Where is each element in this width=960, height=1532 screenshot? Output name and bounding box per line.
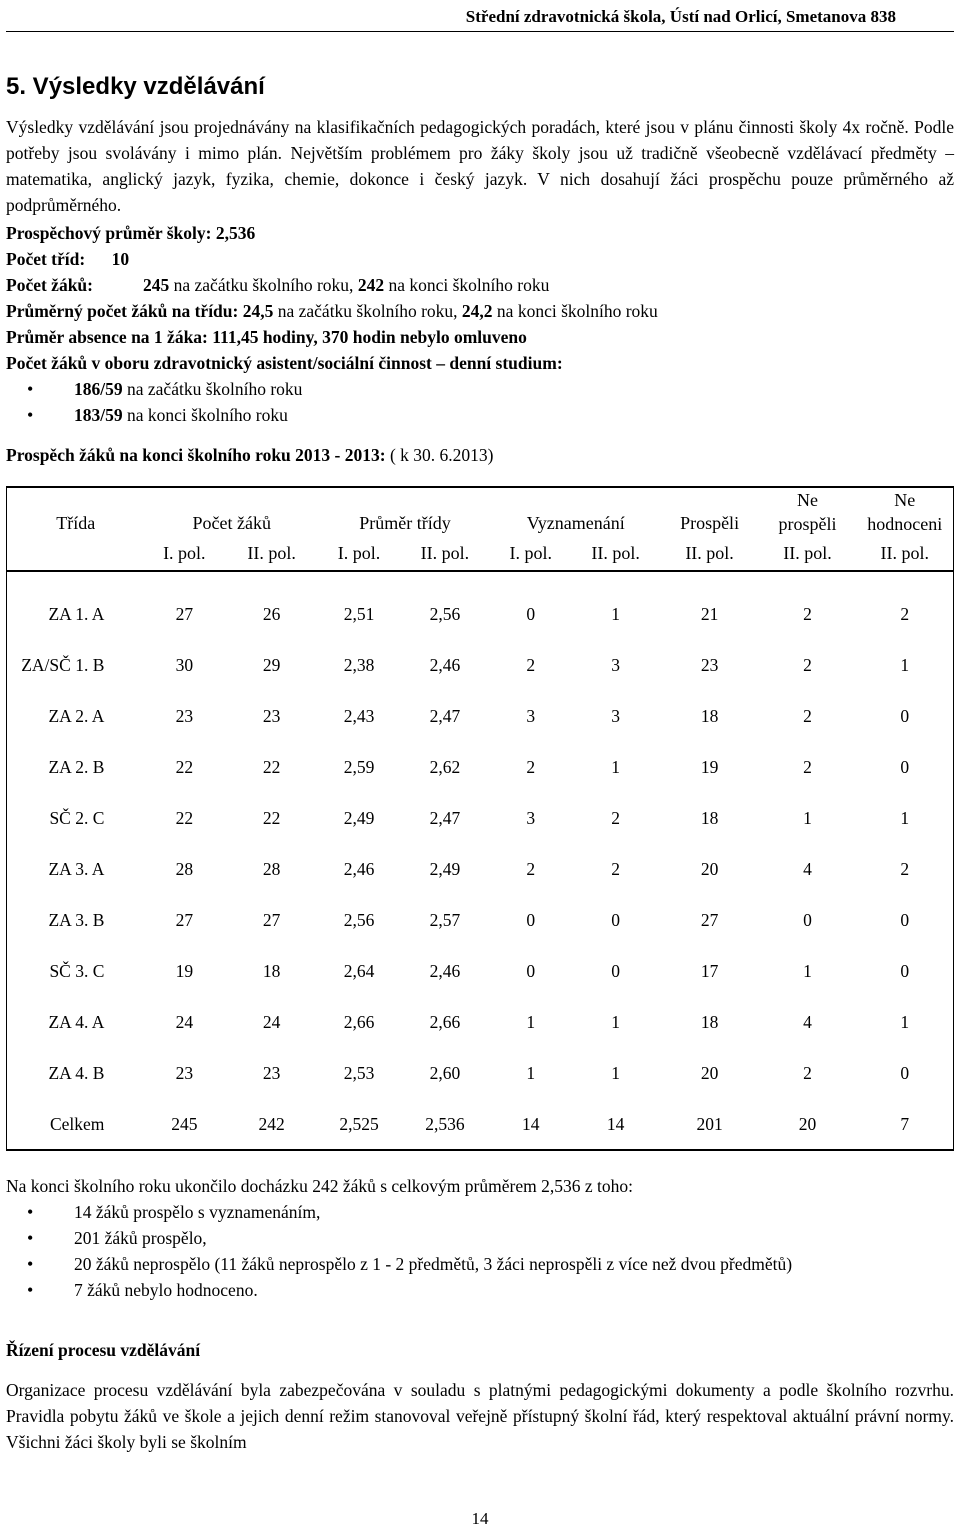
- absence-line: Průměr absence na 1 žáka: 111,45 hodiny, 370 hodin nebylo omluveno: [6, 327, 527, 347]
- table-cell: 2,47: [429, 705, 461, 726]
- page-header: Střední zdravotnická škola, Ústí nad Orlicí, Smetanova 838: [465, 7, 896, 26]
- table-cell: 4: [803, 1011, 812, 1032]
- table-cell: 21: [700, 603, 719, 624]
- header-cell: [856, 487, 953, 536]
- table-cell: 24: [262, 1011, 281, 1032]
- table-cell: 2,536: [425, 1113, 465, 1134]
- table-cell: 23: [175, 705, 194, 726]
- table-cell: 2: [900, 603, 910, 624]
- table-cell: 18: [700, 705, 719, 726]
- class-cell: SČ 2. C: [49, 807, 105, 828]
- table-cell: 3: [526, 807, 536, 828]
- table-cell: 2,57: [429, 909, 461, 930]
- table-cell: 2: [803, 1062, 812, 1083]
- table-cell: 2,46: [343, 858, 375, 879]
- avg-per-class-start-text: na začátku školního roku,: [273, 301, 462, 321]
- table-cell: 2,46: [429, 960, 461, 981]
- results-table: [6, 486, 954, 1151]
- list-item: [74, 376, 954, 402]
- student-count-start-text: na začátku školního roku,: [169, 275, 358, 295]
- table-cell: 2,53: [343, 1062, 375, 1083]
- table-cell: 2: [900, 858, 910, 879]
- table-cell: 2,38: [343, 654, 375, 675]
- table-cell: 2,49: [429, 858, 461, 879]
- table-cell: 2,62: [429, 756, 461, 777]
- school-average: Prospěchový průměr školy: 2,536: [6, 223, 256, 243]
- table-cell: 201: [696, 1113, 723, 1134]
- student-count-label: Počet žáků:: [6, 275, 93, 295]
- management-paragraph: Organizace procesu vzdělávání byla zabezpečována v souladu s platnými pedagogickými dokumenty a podle školního rozvrhu. Pravidla pobytu žáků ve škole a jejich denní režim stanovoval veřejně přístupný školní řád, který respektoval aktuální právní normy. Všichni žáci školy byli se školním: [6, 1380, 954, 1452]
- class-cell: ZA 4. A: [48, 1011, 105, 1032]
- table-cell: 2,46: [429, 654, 461, 675]
- table-row: [7, 690, 954, 741]
- table-cell: 1: [526, 1062, 536, 1083]
- table-cell: 2: [803, 603, 812, 624]
- table-cell: 18: [700, 1011, 719, 1032]
- subheader-cell: I. pol.: [491, 536, 571, 571]
- table-cell: 20: [700, 1062, 719, 1083]
- table-cell: 22: [175, 756, 194, 777]
- table-cell: 2,60: [429, 1062, 461, 1083]
- table-cell: 29: [262, 654, 281, 675]
- management-title: Řízení procesu vzdělávání: [6, 1340, 201, 1360]
- table-cell: 1: [900, 807, 910, 828]
- class-count-label: Počet tříd:: [6, 249, 86, 269]
- table-cell: 2: [526, 858, 536, 879]
- table-cell: 7: [900, 1113, 910, 1134]
- table-total-row: [7, 1098, 954, 1150]
- table-cell: 27: [262, 909, 281, 930]
- table-cell: 1: [803, 807, 812, 828]
- table-cell: 27: [700, 909, 719, 930]
- list-item: • 201 žáků prospělo,: [74, 1225, 954, 1251]
- subheader-cell: II. pol.: [759, 536, 857, 571]
- table-cell: 2,56: [343, 909, 375, 930]
- table-cell: 23: [175, 1062, 194, 1083]
- class-cell: ZA 2. A: [48, 705, 105, 726]
- student-count-end-text: na konci školního roku: [384, 275, 550, 295]
- table-header-row: [7, 487, 954, 536]
- table-cell: 242: [258, 1113, 285, 1134]
- subheader-cell: II. pol.: [224, 536, 319, 571]
- table-cell: 22: [262, 807, 281, 828]
- table-cell: 0: [900, 705, 910, 726]
- table-cell: 28: [175, 858, 194, 879]
- table-cell: 2: [803, 756, 812, 777]
- table-cell: 2,56: [429, 603, 461, 624]
- table-cell: 2,47: [429, 807, 461, 828]
- table-cell: 2,64: [343, 960, 375, 981]
- table-cell: 0: [900, 909, 910, 930]
- table-cell: 0: [526, 909, 536, 930]
- table-cell: 2,525: [339, 1113, 379, 1134]
- table-row: [7, 843, 954, 894]
- table-row: [7, 1047, 954, 1098]
- subheader-cell: II. pol.: [661, 536, 759, 571]
- subheader-cell: [7, 536, 145, 571]
- subheader-cell: I. pol.: [319, 536, 399, 571]
- table-cell: 2,66: [429, 1011, 461, 1032]
- table-cell: 27: [175, 909, 194, 930]
- avg-per-class-end: 24,2: [461, 301, 493, 321]
- field-count-label: Počet žáků v oboru zdravotnický asistent/sociální činnost – denní studium:: [6, 353, 563, 373]
- avg-per-class-label: Průměrný počet žáků na třídu: 24,5: [6, 301, 274, 321]
- avg-per-class-end-text: na konci školního roku: [492, 301, 658, 321]
- section-title: 5. Výsledky vzdělávání: [6, 73, 265, 100]
- header-cell: Vyznamenání: [526, 513, 625, 533]
- table-row: [7, 996, 954, 1047]
- table-cell: 24: [175, 1011, 194, 1032]
- table-cell: 2,51: [343, 603, 375, 624]
- table-cell: 1: [611, 603, 621, 624]
- header-cell: Prospěli: [680, 513, 740, 533]
- table-cell: 22: [175, 807, 194, 828]
- table-cell: 20: [700, 858, 719, 879]
- table-cell: 0: [900, 960, 910, 981]
- table-cell: 19: [700, 756, 719, 777]
- table-cell: 2: [611, 858, 621, 879]
- table-row: [7, 894, 954, 945]
- header-cell-text: Ne hodnoceni: [867, 490, 943, 534]
- table-cell: 0: [900, 1062, 910, 1083]
- table-row: [7, 639, 954, 690]
- table-cell: 27: [175, 603, 194, 624]
- table-cell: 28: [262, 858, 281, 879]
- list-item: • 20 žáků neprospělo (11 žáků neprospělo z 1 - 2 předmětů, 3 žáci neprospěli z více než dvou předmětů): [74, 1251, 954, 1277]
- subheader-cell: II. pol.: [571, 536, 661, 571]
- table-row: [7, 741, 954, 792]
- subheader-cell: II. pol.: [399, 536, 491, 571]
- table-cell: 2,43: [343, 705, 375, 726]
- header-cell: Třída: [56, 513, 96, 533]
- class-cell: ZA 1. A: [48, 603, 105, 624]
- header-cell-text: Ne prospěli: [778, 490, 837, 534]
- header-divider: [6, 31, 954, 32]
- page-number: 14: [471, 1509, 489, 1528]
- table-cell: 0: [526, 960, 536, 981]
- table-row: [7, 945, 954, 996]
- list-item: • 14 žáků prospělo s vyznamenáním,: [74, 1199, 954, 1225]
- intro-paragraph: Výsledky vzdělávání jsou projednávány na klasifikačních pedagogických poradách, které jsou v plánu činnosti školy 4x ročně. Podle potřeby jsou svolávány i mimo plán. Největším problémem pro žáky školy jsou už tradičně všeobecně vzdělávací předměty – matematika, anglický jazyk, fyzika, chemie, dokonce i český jazyk. V nich dosahují žáci prospěchu pouze průměrného až podprůměrného.: [6, 117, 954, 215]
- table-cell: 23: [262, 1062, 281, 1083]
- document-page: [6, 0, 954, 1455]
- class-count-line: [6, 246, 954, 272]
- table-cell: 30: [175, 654, 194, 675]
- list-item: [74, 402, 954, 428]
- summary-list: [6, 1199, 954, 1303]
- subheader-cell: I. pol.: [144, 536, 224, 571]
- header-cell: [759, 487, 857, 536]
- table-cell: 245: [171, 1113, 198, 1134]
- class-cell: ZA 3. B: [48, 909, 105, 930]
- table-cell: 1: [803, 960, 812, 981]
- summary-block: [6, 1173, 954, 1303]
- table-subheader-row: [7, 536, 954, 571]
- field-count-list: [6, 376, 954, 428]
- table-cell: 1: [526, 1011, 536, 1032]
- table-row: [7, 588, 954, 639]
- list-item: • 7 žáků nebylo hodnoceno.: [74, 1277, 954, 1303]
- table-caption-bold: Prospěch žáků na konci školního roku 2013 - 2013:: [6, 445, 386, 465]
- table-cell: 2,66: [343, 1011, 375, 1032]
- table-cell: 2: [526, 654, 536, 675]
- table-cell: 1: [900, 1011, 910, 1032]
- table-cell: 0: [900, 756, 910, 777]
- table-cell: 22: [262, 756, 281, 777]
- table-cell: 14: [606, 1113, 625, 1134]
- class-cell: ZA 4. B: [48, 1062, 105, 1083]
- table-cell: 0: [611, 960, 621, 981]
- table-cell: 2: [803, 654, 812, 675]
- table-cell: 3: [526, 705, 536, 726]
- class-count-value: 10: [111, 249, 130, 269]
- table-cell: 0: [526, 603, 536, 624]
- table-cell: 19: [175, 960, 194, 981]
- summary-intro: Na konci školního roku ukončilo docházku 242 žáků s celkovým průměrem 2,536 z toho:: [6, 1176, 633, 1196]
- header-cell: Počet žáků: [192, 513, 271, 533]
- subheader-cell: II. pol.: [856, 536, 953, 571]
- table-cell: 0: [803, 909, 812, 930]
- table-cell: 26: [262, 603, 281, 624]
- table-cell: 3: [611, 654, 621, 675]
- table-cell: 1: [900, 654, 910, 675]
- table-row: [7, 792, 954, 843]
- table-cell: 2: [526, 756, 536, 777]
- avg-per-class-line: [6, 298, 954, 324]
- results-table-body: [7, 487, 954, 1150]
- table-caption: [6, 442, 954, 468]
- stats-block: [6, 220, 954, 428]
- table-cell: 2: [803, 705, 812, 726]
- class-cell: Celkem: [49, 1113, 105, 1134]
- table-cell: 20: [798, 1113, 817, 1134]
- table-cell: 23: [262, 705, 281, 726]
- class-cell: ZA 3. A: [48, 858, 105, 879]
- student-count-start: 245: [143, 275, 170, 295]
- student-count-line: [6, 272, 954, 298]
- table-cell: 1: [611, 1062, 621, 1083]
- table-cell: 2,49: [343, 807, 375, 828]
- student-count-end: 242: [357, 275, 385, 295]
- spacer-cell: [7, 571, 954, 588]
- table-cell: 0: [611, 909, 621, 930]
- table-cell: 1: [611, 756, 621, 777]
- header-cell: Průměr třídy: [359, 513, 451, 533]
- table-cell: 18: [262, 960, 281, 981]
- field-count-text: na konci školního roku: [122, 405, 288, 425]
- field-count-text: na začátku školního roku: [122, 379, 303, 399]
- field-count-value: 183/59: [74, 405, 123, 425]
- class-cell: SČ 3. C: [49, 960, 105, 981]
- class-cell: ZA 2. B: [48, 756, 105, 777]
- class-cell: ZA/SČ 1. B: [21, 654, 105, 675]
- table-cell: 2: [611, 807, 621, 828]
- table-cell: 14: [522, 1113, 540, 1134]
- table-cell: 2,59: [343, 756, 375, 777]
- table-cell: 4: [803, 858, 812, 879]
- table-cell: 3: [611, 705, 621, 726]
- table-cell: 23: [700, 654, 719, 675]
- table-caption-date: ( k 30. 6.2013): [385, 445, 494, 465]
- table-spacer-row: [7, 571, 954, 588]
- field-count-value: 186/59: [74, 379, 123, 399]
- table-cell: 18: [700, 807, 719, 828]
- table-cell: 1: [611, 1011, 621, 1032]
- table-cell: 17: [700, 960, 719, 981]
